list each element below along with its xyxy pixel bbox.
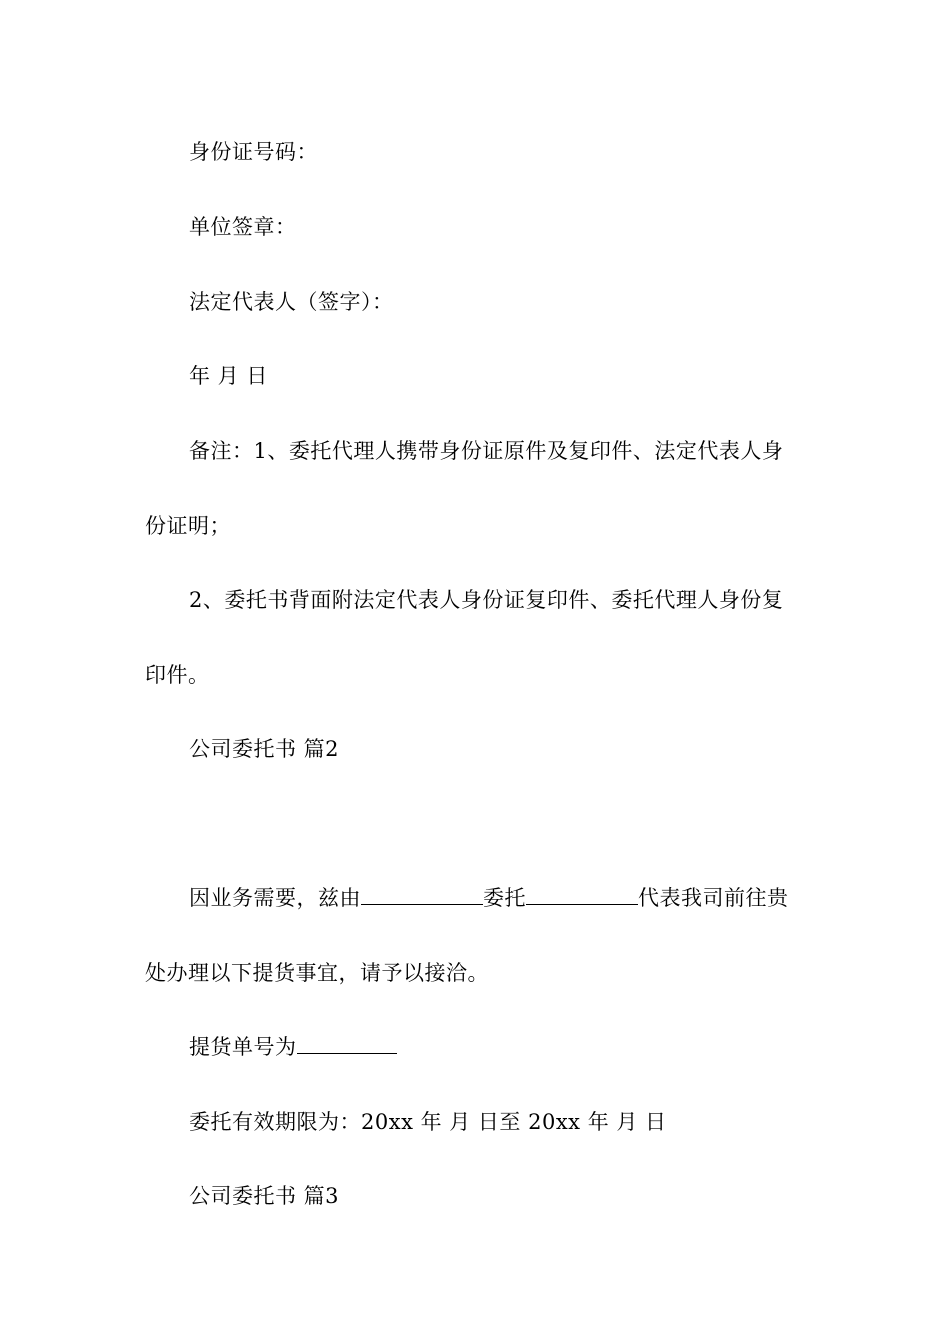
remark-line-2-continued: 印件。 [145,663,210,687]
authorization-text-part-1: 因业务需要，兹由 [189,886,361,910]
section-heading-3: 公司委托书 篇3 [189,1184,340,1208]
section-heading-2: 公司委托书 篇2 [189,737,340,761]
remark-line-2: 2、委托书背面附法定代表人身份证复印件、委托代理人身份复 [189,588,784,612]
remark-line-1: 备注：1、委托代理人携带身份证原件及复印件、法定代表人身 [189,439,784,463]
authorization-text-part-2: 委托 [483,886,526,910]
delivery-order-number-label: 提货单号为 [189,1035,297,1059]
delivery-order-number-blank [297,1033,397,1054]
validity-period-line: 委托有效期限为：20xx 年 月 日至 20xx 年 月 日 [189,1110,667,1134]
principal-blank [361,884,483,905]
delivery-order-number-line [189,1032,397,1062]
legal-representative-signature-label: 法定代表人（签字）： [189,290,394,314]
remark-line-1-continued: 份证明； [145,514,231,538]
authorization-paragraph-line-1 [189,883,789,913]
date-line: 年 月 日 [189,364,268,388]
authorization-paragraph-line-2: 处办理以下提货事宜，请予以接洽。 [145,961,489,985]
id-number-label: 身份证号码： [189,140,318,164]
agent-blank [526,884,638,905]
authorization-text-part-3: 代表我司前往贵 [638,886,789,910]
unit-seal-label: 单位签章： [189,215,297,239]
